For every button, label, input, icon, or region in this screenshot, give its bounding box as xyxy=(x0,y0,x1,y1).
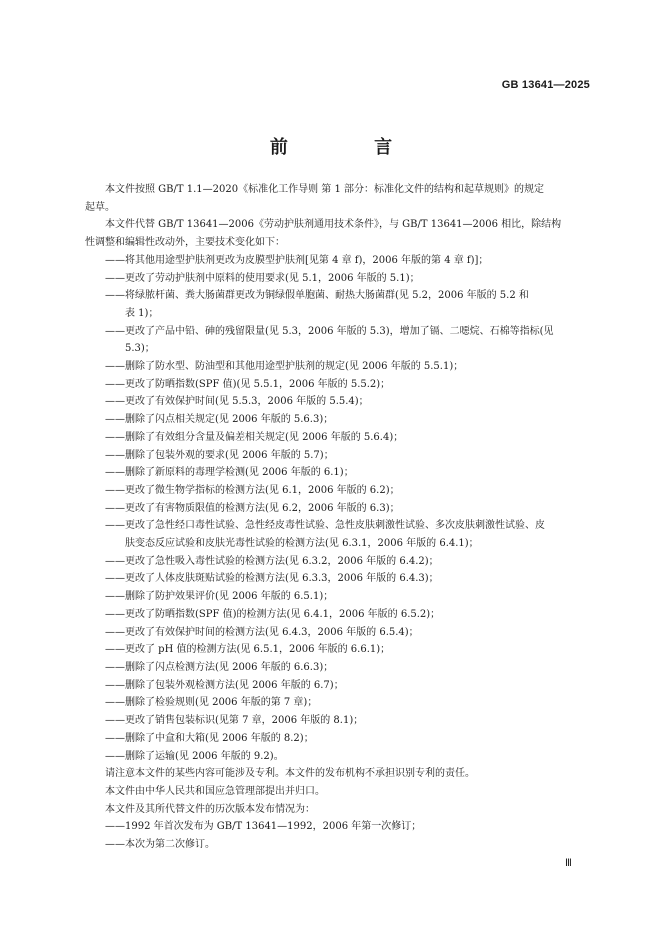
foreword-body xyxy=(85,181,593,854)
change-item xyxy=(105,641,593,659)
change-item-text: ——删除了运输(见 2006 年版的 9.2)。 xyxy=(105,750,284,762)
change-item xyxy=(105,659,593,677)
paragraph-line: 性调整和编辑性改动外，主要技术变化如下： xyxy=(85,237,285,249)
change-item-text: ——更改了有效保护时间(见 5.5.3，2006 年版的 5.5.4)； xyxy=(105,396,369,408)
change-item xyxy=(105,393,593,411)
change-item-text: ——删除了闪点相关规定(见 2006 年版的 5.6.3)； xyxy=(105,414,334,426)
change-item xyxy=(105,500,593,518)
history-item: ——1992 年首次发布为 GB/T 13641—1992，2006 年第一次修订； xyxy=(105,821,422,833)
change-item-text: ——更改了微生物学指标的检测方法(见 6.1，2006 年版的 6.2)； xyxy=(105,484,400,496)
change-item-text: ——删除了包装外观的要求(见 2006 年版的 5.7)； xyxy=(105,449,334,461)
change-item xyxy=(105,677,593,695)
change-item xyxy=(105,429,593,447)
change-item xyxy=(105,748,593,766)
change-item xyxy=(105,517,593,552)
change-item-continuation: 肤变态反应试验和皮肤光毒性试验的检测方法(见 6.3.1，2006 年版的 6.4.1)； xyxy=(125,538,479,550)
change-item xyxy=(105,570,593,588)
change-item-text: ——删除了包装外观检测方法(见 2006 年版的 6.7)； xyxy=(105,679,344,691)
change-item xyxy=(105,323,593,358)
paragraph-line: 本文件按照 GB/T 1.1—2020《标准化工作导则 第 1 部分：标准化文件的结构和起草规则》的规定 xyxy=(105,184,544,195)
change-item xyxy=(105,730,593,748)
proposer-note: 本文件由中华人民共和国应急管理部提出并归口。 xyxy=(105,785,325,797)
change-item xyxy=(105,694,593,712)
paragraph-line: 本文件代替 GB/T 13641—2006《劳动护肤剂通用技术条件》，与 GB/T 13641—2006 相比，除结构 xyxy=(105,219,562,231)
change-item-continuation: 5.3)； xyxy=(125,343,155,355)
change-item-text: ——更改了有害物质限值的检测方法(见 6.2，2006 年版的 6.3)； xyxy=(105,502,400,514)
history-intro: 本文件及其所代替文件的历次版本发布情况为： xyxy=(105,803,315,815)
change-item-text: ——更改了劳动护肤剂中原料的使用要求(见 5.1，2006 年版的 5.1)； xyxy=(105,272,420,284)
replacement-paragraph xyxy=(85,216,593,251)
change-item-text: ——删除了闪点检测方法(见 2006 年版的 6.6.3)； xyxy=(105,661,334,673)
change-item xyxy=(105,482,593,500)
paragraph-line: 起草。 xyxy=(85,201,115,213)
change-item xyxy=(105,624,593,642)
page-title: 前 言 xyxy=(269,137,433,158)
change-item xyxy=(105,358,593,376)
change-item xyxy=(105,252,593,270)
change-item xyxy=(105,712,593,730)
change-item xyxy=(105,606,593,624)
change-item-text: ——更改了 pH 值的检测方法(见 6.5.1，2006 年版的 6.6.1)； xyxy=(105,644,391,656)
change-item-continuation: 表 1)； xyxy=(125,307,159,319)
patent-note: 请注意本文件的某些内容可能涉及专利。本文件的发布机构不承担识别专利的责任。 xyxy=(105,768,475,780)
intro-paragraph xyxy=(85,181,593,216)
change-item-text: ——将绿脓杆菌、粪大肠菌群更改为铜绿假单胞菌、耐热大肠菌群(见 5.2，2006 年版的 5.2 和 xyxy=(105,290,529,302)
change-item-text: ——更改了产品中铅、砷的残留限量(见 5.3，2006 年版的 5.3)，增加了镉、二噁烷、石棉等指标(见 xyxy=(105,325,554,337)
change-item-text: ——更改了急性吸入毒性试验的检测方法(见 6.3.2，2006 年版的 6.4.2)； xyxy=(105,555,439,567)
change-item-text: ——删除了有效组分含量及偏差相关规定(见 2006 年版的 5.6.4)； xyxy=(105,431,404,443)
change-item xyxy=(105,287,593,322)
change-item xyxy=(105,270,593,288)
history-item: ——本次为第二次修订。 xyxy=(105,839,215,851)
change-item xyxy=(105,588,593,606)
change-item-text: ——更改了防晒指数(SPF 值)(见 5.5.1，2006 年版的 5.5.2)； xyxy=(105,378,391,390)
change-item-text: ——将其他用途型护肤剂更改为皮膜型护肤剂[见第 4 章 f)，2006 年版的第 4 章 f)]； xyxy=(105,254,489,266)
change-item xyxy=(105,376,593,394)
changes-list xyxy=(105,252,593,765)
change-item-text: ——更改了销售包装标识(见第 7 章，2006 年版的 8.1)； xyxy=(105,715,364,727)
change-item xyxy=(105,447,593,465)
change-item xyxy=(105,553,593,571)
change-item xyxy=(105,464,593,482)
change-item-text: ——更改了人体皮肤斑贴试验的检测方法(见 6.3.3，2006 年版的 6.4.3)； xyxy=(105,573,439,585)
change-item-text: ——删除了检验规则(见 2006 年版的第 7 章)； xyxy=(105,697,318,709)
standard-code: GB 13641—2025 xyxy=(501,79,590,91)
change-item-text: ——删除了新原料的毒理学检测(见 2006 年版的 6.1)； xyxy=(105,467,354,479)
change-item-text: ——更改了急性经口毒性试验、急性经皮毒性试验、急性皮肤刺激性试验、多次皮肤刺激性试验、皮 xyxy=(105,520,545,532)
change-item-text: ——删除了中盒和大箱(见 2006 年版的 8.2)； xyxy=(105,732,314,744)
page-number: Ⅲ xyxy=(565,858,572,869)
change-item-text: ——更改了防晒指数(SPF 值)的检测方法(见 6.4.1，2006 年版的 6.5.2)； xyxy=(105,608,441,620)
change-item xyxy=(105,411,593,429)
change-item-text: ——删除了防护效果评价(见 2006 年版的 6.5.1)； xyxy=(105,591,334,603)
change-item-text: ——删除了防水型、防油型和其他用途型护肤剂的规定(见 2006 年版的 5.5.1)； xyxy=(105,361,464,373)
change-item-text: ——更改了有效保护时间的检测方法(见 6.4.3，2006 年版的 6.5.4)； xyxy=(105,626,419,638)
